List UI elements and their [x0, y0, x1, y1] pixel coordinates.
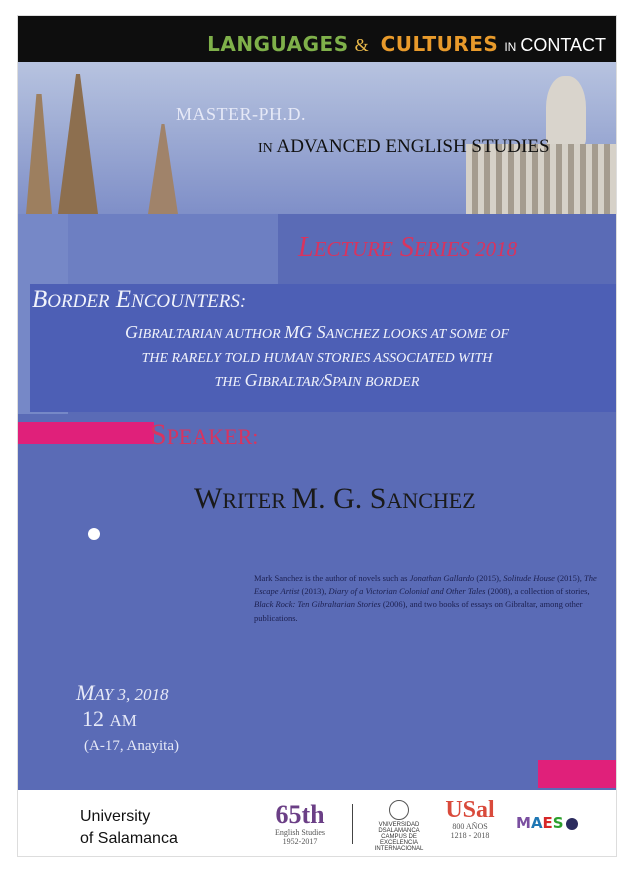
speaker-name: WRITER M. G. SANCHEZ: [194, 482, 476, 515]
header-ampersand: &: [354, 35, 369, 55]
header-in: IN: [504, 40, 517, 54]
subtitle-cap: G: [244, 370, 258, 390]
subtitle-text: ANCHEZ LOOKS AT SOME OF: [325, 327, 510, 342]
subtitle-text: THE RARELY TOLD HUMAN STORIES ASSOCIATED WITH: [141, 351, 493, 366]
talk-subtitle-line: [18, 370, 616, 391]
speaker-accent-bar: [18, 422, 154, 444]
header-cultures: CULTURES: [380, 32, 499, 56]
spire-illustration: [148, 124, 178, 214]
footer: [18, 790, 616, 856]
usal-800-years-logo: USal 800 AÑOS 1218 - 2018: [445, 797, 495, 840]
header-languages: LANGUAGES: [207, 32, 349, 56]
usal-seal-logo: VNIVERSIDAD DSALAMANCA CAMPUS DE EXCELENCIA INTERNACIONAL: [364, 800, 434, 852]
subtitle-cap: MG S: [284, 322, 326, 342]
speaker-bio: Mark Sanchez is the author of novels such as Jonathan Gallardo (2015), Solitude House (2015), The Escape Artist (2013), Diary of a Victorian Colonial and Other Tales (2008), a collection of stories, Black Rock: Ten Gibraltarian Stories (2006), and two books of essays on Gibraltar, among other publications.: [254, 573, 597, 623]
english-studies-65th-logo: 65th English Studies 1952-2017: [274, 800, 325, 846]
spire-illustration: [26, 94, 52, 214]
subtitle-text: THE: [214, 375, 245, 390]
talk-subtitle-line: [18, 346, 616, 367]
footer-accent-block: [538, 760, 616, 788]
decor-dot: [88, 528, 100, 540]
statue-illustration: [546, 76, 586, 146]
event-time: 12 AM: [82, 706, 137, 731]
event-date: MAY 3, 2018: [76, 680, 169, 705]
subtitle-text: PAIN BORDER: [332, 375, 420, 390]
lecture-series-title: LECTURE SERIES 2018: [298, 232, 518, 263]
decor-block: [68, 214, 278, 284]
subtitle-text: IBRALTARIAN AUTHOR: [137, 327, 285, 342]
poster: [18, 16, 616, 856]
university-name: University of Salamanca: [80, 808, 178, 847]
talk-title: BORDER ENCOUNTERS:: [32, 286, 247, 313]
seal-icon: [389, 800, 409, 820]
header-contact: CONTACT: [520, 35, 606, 55]
event-place: (A-17, Anayita): [84, 738, 179, 754]
subtitle-cap: S: [323, 370, 333, 390]
subtitle-text: IBRALTAR/: [257, 375, 324, 390]
maes-logo: MAES: [516, 814, 578, 832]
talk-subtitle-line: [18, 322, 616, 343]
footer-divider: [352, 804, 353, 844]
globe-icon: [566, 818, 578, 830]
program-title: IN ADVANCED ENGLISH STUDIES: [258, 136, 550, 157]
header-banner: [18, 16, 616, 62]
speaker-label: SPEAKER:: [150, 418, 259, 451]
spire-illustration: [58, 74, 98, 214]
subtitle-cap: G: [124, 322, 138, 342]
program-degree: MASTER-PH.D.: [176, 104, 307, 124]
